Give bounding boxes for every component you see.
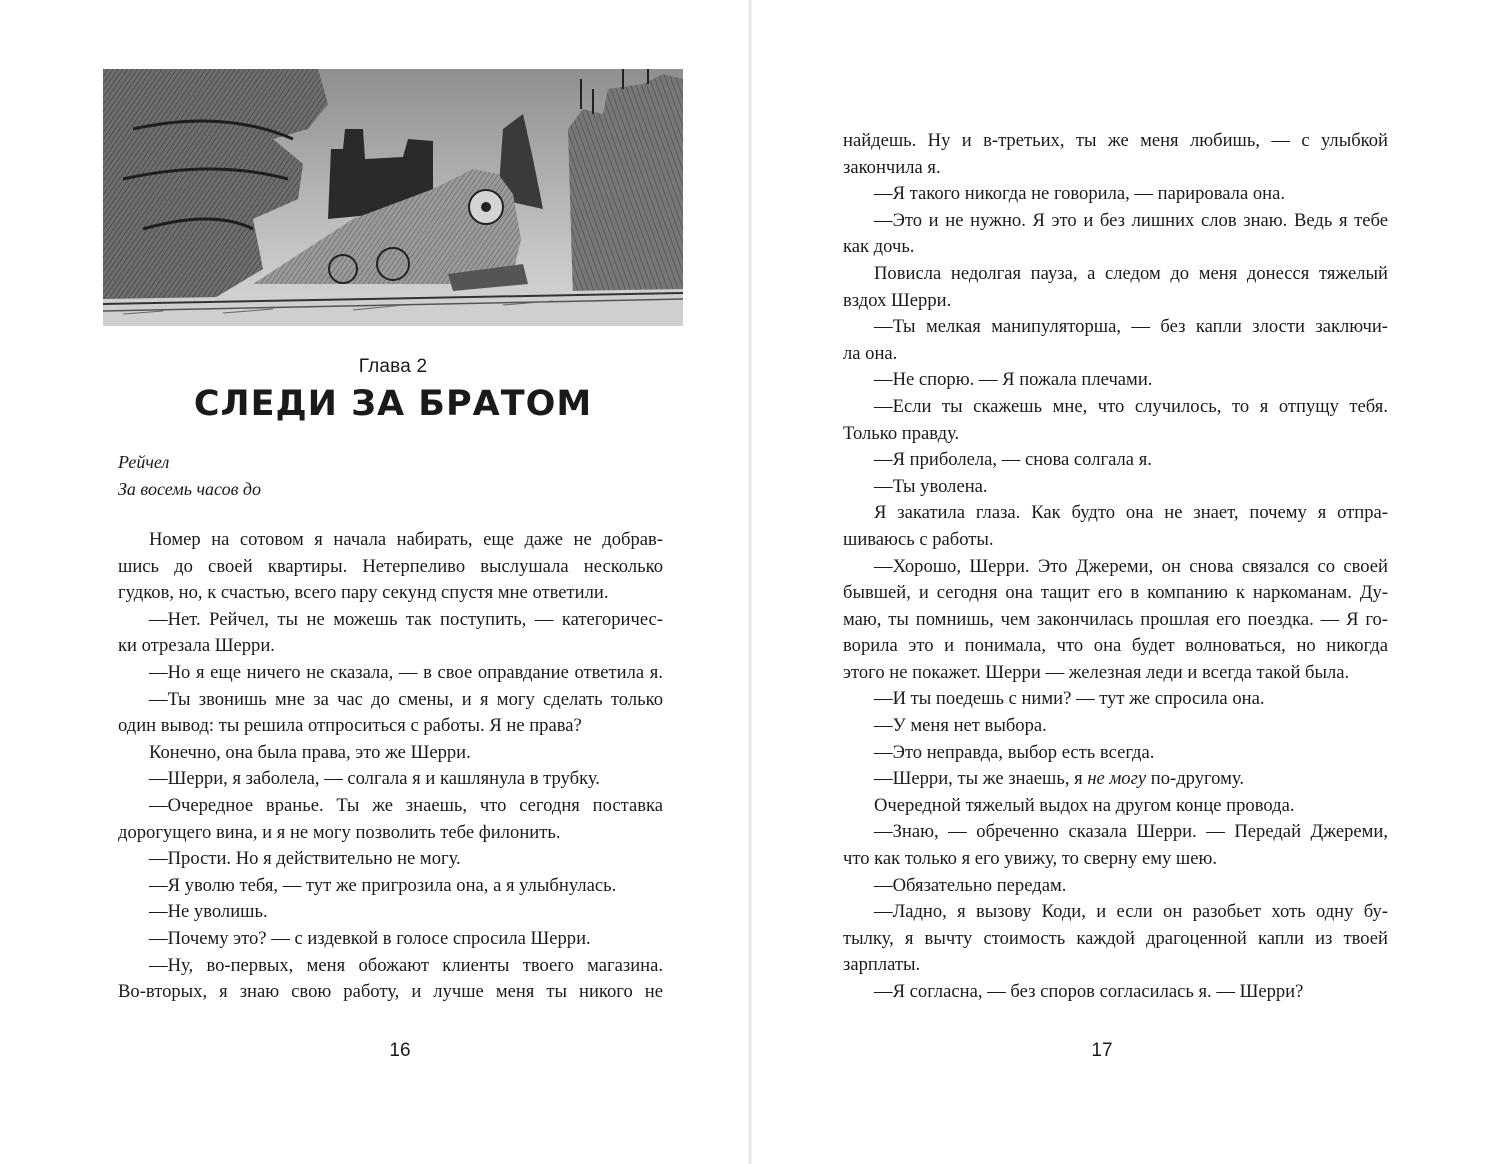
text-line: —Не спорю. — Я пожала плечами. [874,369,1153,391]
page-number: 17 [1091,1040,1113,1061]
text-line: шиваюсь с работы. [843,528,994,550]
emphasis-text: не могу [1087,768,1147,790]
text-line: Конечно, она была права, это же Шерри. [149,741,471,763]
text-line: —Ну, во-первых, меня обожают клиенты твоего магазина. [149,954,663,976]
text-line: —Ты уволена. [874,475,988,497]
text-line: —Очередное вранье. Ты же знаешь, что сегодня поставка [149,794,663,816]
epigraph-narrator: Рейчел [118,452,170,472]
text-line: —Почему это? — с издевкой в голосе спросила Шерри. [149,927,591,949]
text-line: —Шерри, я заболела, — солгала я и кашлянула в трубку. [149,768,600,790]
text-line: Во-вторых, я знаю свою работу, и лучше меня ты никого не [118,981,663,1003]
text-line: —Я приболела, — снова солгала я. [874,449,1152,471]
text-line: —Прости. Но я действительно не могу. [149,848,461,870]
text-line: зарплаты. [843,954,921,976]
text-line: бывшей, и сегодня она тащит его в компанию к наркоманам. Ду- [843,582,1388,604]
text-line: —Я уволю тебя, — тут же пригрозила она, а я улыбнулась. [149,874,617,896]
text-line: шись до своей квартиры. Нетерпеливо выслушала несколько [118,555,663,577]
text-line: —Я такого никогда не говорила, — парировала она. [874,183,1285,205]
text-line: тылку, я вычту стоимость каждой драгоценной капли из твоей [843,927,1388,949]
text-line: —Ладно, я вызову Коди, и если он разобьет хоть одну бу- [874,901,1388,923]
text-line: Очередной тяжелый выдох на другом конце провода. [874,794,1295,816]
text-line: —Я согласна, — без споров согласилась я. — Шерри? [874,981,1304,1002]
text-line: гудков, но, к счастью, всего пару секунд спустя мне ответили. [118,582,609,604]
chapter-epigraph [118,449,668,503]
text-line: этого не покажет. Шерри — железная леди и всегда такой была. [843,661,1350,683]
text-line: закончила я. [843,156,941,178]
body-text-left [118,527,663,1006]
text-line: Я закатила глаза. Как будто она не знает, почему я отпра- [874,502,1388,524]
text-segment: —Шерри, ты же знаешь, я [874,768,1088,790]
text-line: —Это неправда, выбор есть всегда. [874,741,1155,763]
text-line: Только правду. [843,422,960,444]
text-segment: по-другому. [1146,768,1244,790]
text-line: —Нет. Рейчел, ты не можешь так поступить, — категоричес- [149,608,663,630]
text-line: как дочь. [843,236,915,258]
text-line [843,766,1388,793]
text-line: —Если ты скажешь мне, что случилось, то я отпущу тебя. [874,395,1388,417]
text-line: —Ты звонишь мне за час до смены, и я могу сделать только [149,688,663,710]
text-line: —Хорошо, Шерри. Это Джереми, он снова связался со своей [874,555,1388,577]
text-line: Повисла недолгая пауза, а следом до меня донесся тяжелый [874,262,1388,284]
text-line: найдешь. Ну и в-третьих, ты же меня любишь, — с улыбкой [843,130,1388,151]
text-line: ла она. [843,342,898,364]
text-line: Номер на сотовом я начала набирать, еще даже не добрав- [149,529,663,550]
text-line: один вывод: ты решила отпроситься с работы. Я не права? [118,715,582,737]
text-line: —Это и не нужно. Я это и без лишних слов знаю. Ведь я тебе [874,209,1388,231]
text-line: ворила это и понимала, что она будет волноваться, но никогда [843,635,1388,657]
text-line: —Но я еще ничего не сказала, — в свое оправдание ответила я. [149,661,663,683]
text-line: —У меня нет выбора. [874,715,1047,737]
body-text-right [843,128,1388,1006]
text-line: что как только я его увижу, то сверну ему шею. [843,848,1218,870]
right-page [750,0,1500,1164]
chapter-title: СЛЕДИ ЗА БРАТОМ [193,384,593,424]
text-line: —Ты мелкая манипуляторша, — без капли злости заключи- [874,316,1388,338]
text-line: вздох Шерри. [843,289,952,311]
epigraph-time: За восемь часов до [118,479,262,499]
text-line: ки отрезала Шерри. [118,635,275,657]
text-line: маю, ты помнишь, чем закончилась прошлая его поездка. — Я го- [843,608,1388,630]
text-line: —Обязательно передам. [874,874,1067,896]
chapter-illustration [103,69,683,326]
text-line: —Знаю, — обреченно сказала Шерри. — Передай Джереми, [874,821,1388,843]
page-number: 16 [389,1040,411,1061]
chapter-label: Глава 2 [358,356,428,377]
text-line: —И ты поедешь с ними? — тут же спросила она. [874,688,1265,710]
text-line: —Не уволишь. [149,901,268,923]
text-line: дорогущего вина, и я не могу позволить тебе филонить. [118,821,561,843]
